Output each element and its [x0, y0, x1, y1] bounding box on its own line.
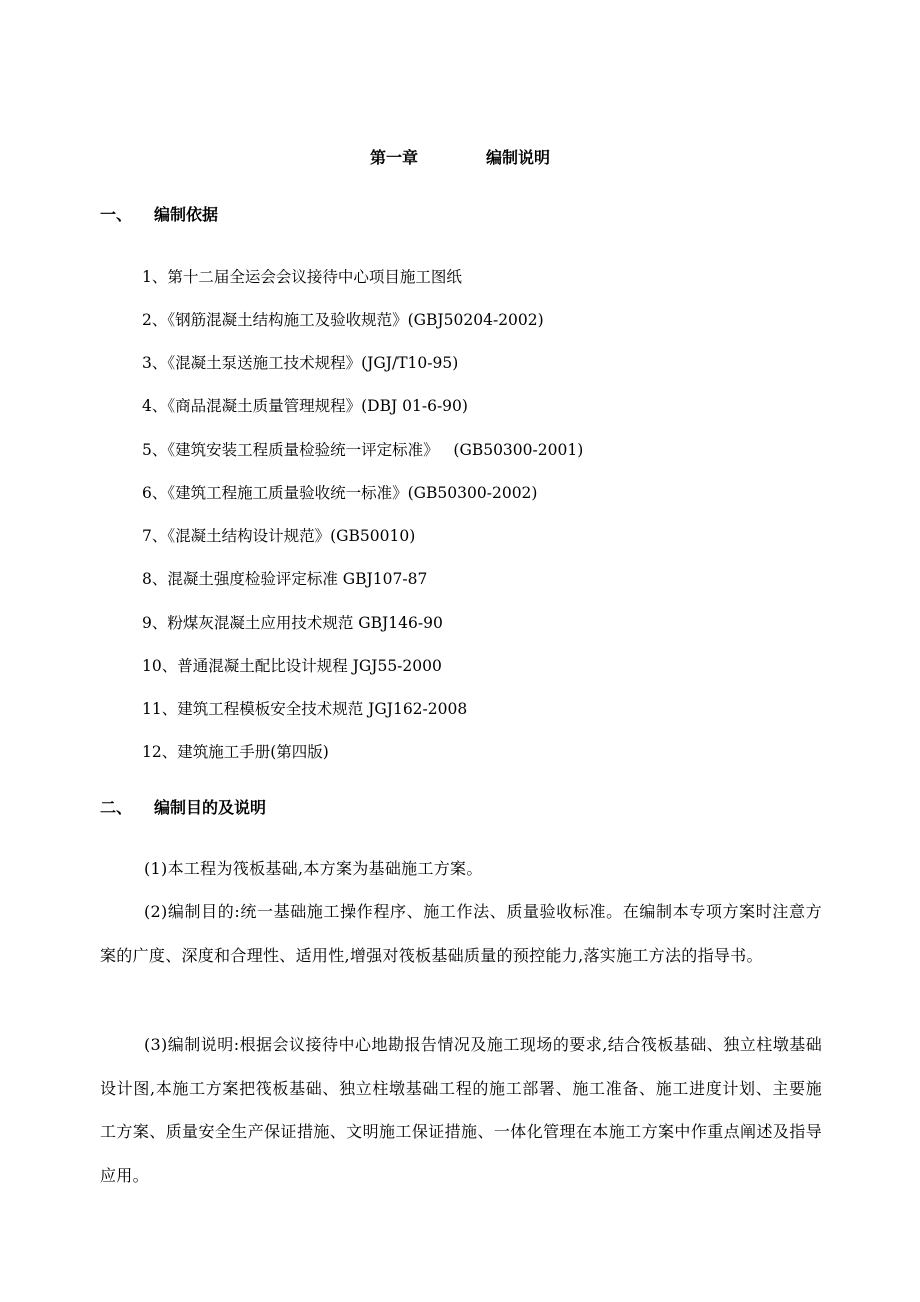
reference-item: 1、第十二届全运会会议接待中心项目施工图纸	[142, 268, 462, 286]
section-heading-basis	[100, 203, 218, 227]
reference-item: 5、《建筑安装工程质量检验统一评定标准》 (GB50300-2001)	[142, 441, 584, 459]
reference-item: 8、混凝土强度检验评定标准 GBJ107-87	[142, 570, 428, 588]
chapter-title	[0, 146, 920, 170]
reference-item: 12、建筑施工手册(第四版)	[142, 743, 329, 761]
reference-item: 11、建筑工程模板安全技术规范 JGJ162-2008	[142, 700, 468, 718]
section-heading-purpose	[100, 796, 266, 820]
section-number: 一、	[100, 205, 133, 224]
paragraph-1: (1)本工程为筏板基础,本方案为基础施工方案。	[144, 859, 483, 878]
reference-item: 7、《混凝土结构设计规范》(GB50010)	[142, 527, 416, 545]
section-title: 编制依据	[154, 205, 219, 224]
reference-item: 6、《建筑工程施工质量验收统一标准》(GB50300-2002)	[142, 484, 538, 502]
reference-item: 3、《混凝土泵送施工技术规程》(JGJ/T10-95)	[142, 354, 459, 372]
reference-item: 2、《钢筋混凝土结构施工及验收规范》(GBJ50204-2002)	[142, 311, 544, 329]
reference-item: 10、普通混凝土配比设计规程 JGJ55-2000	[142, 657, 442, 675]
chapter-number: 第一章	[369, 148, 418, 167]
reference-item: 4、《商品混凝土质量管理规程》(DBJ 01-6-90)	[142, 397, 468, 415]
paragraph-3: (3)编制说明:根据会议接待中心地勘报告情况及施工现场的要求,结合筏板基础、独立柱墩基础设计图,本施工方案把筏板基础、独立柱墩基础工程的施工部署、施工准备、施工进度计划、主要施工方案、质量安全生产保证措施、文明施工保证措施、一体化管理在本施工方案中作重点阐述及指导应用。	[100, 1035, 822, 1185]
paragraph-2: (2)编制目的:统一基础施工操作程序、施工作法、质量验收标准。在编制本专项方案时注意方案的广度、深度和合理性、适用性,增强对筏板基础质量的预控能力,落实施工方法的指导书。	[100, 902, 822, 965]
section-number: 二、	[100, 798, 133, 817]
chapter-name: 编制说明	[486, 148, 551, 167]
reference-item: 9、粉煤灰混凝土应用技术规范 GBJ146-90	[142, 614, 443, 632]
section-title: 编制目的及说明	[154, 798, 267, 817]
